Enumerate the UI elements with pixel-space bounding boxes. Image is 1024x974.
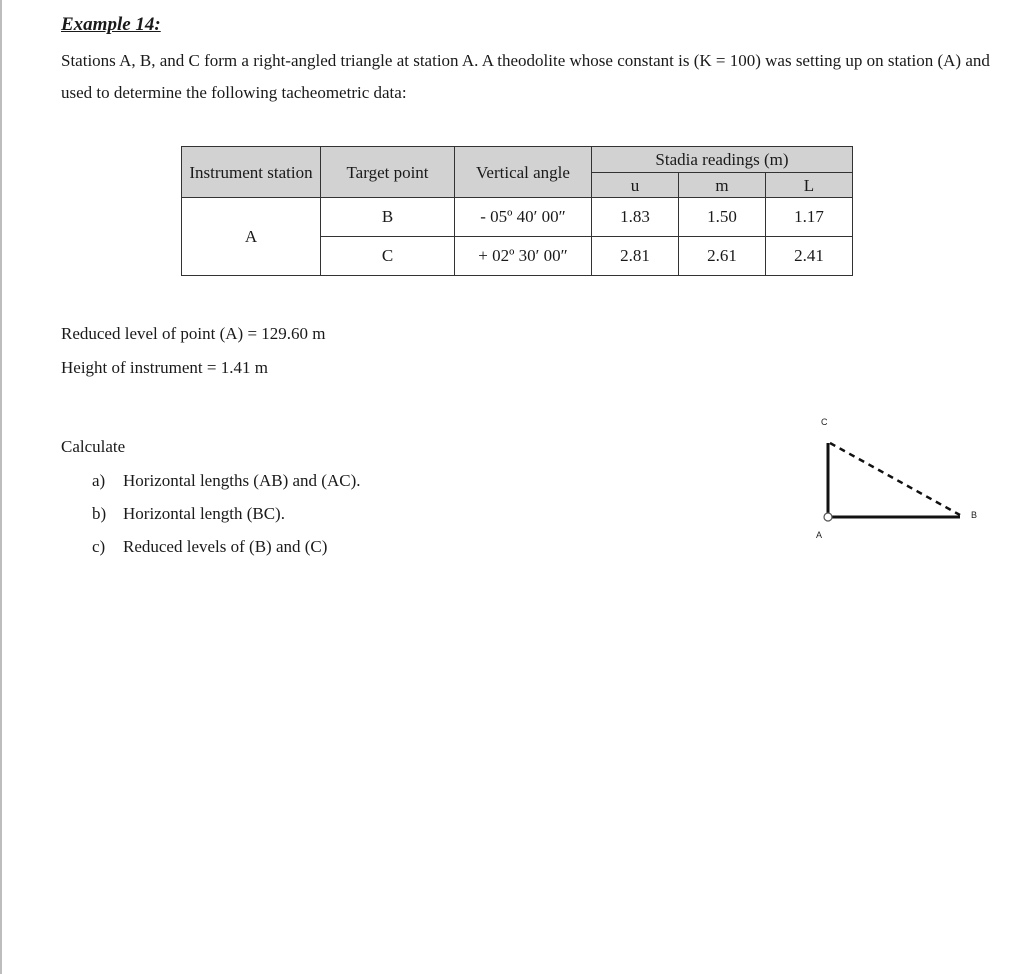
- list-marker: b): [92, 504, 107, 523]
- list-item-text: Reduced levels of (B) and (C): [123, 537, 328, 556]
- list-item: [92, 468, 360, 501]
- list-marker: a): [92, 471, 106, 490]
- header-target-point: Target point: [321, 147, 455, 198]
- cell-angle: + 02º 30′ 00″: [455, 237, 592, 276]
- cell-target: B: [321, 198, 455, 237]
- side-bc-dashed: [830, 443, 960, 515]
- cell-u: 2.81: [592, 237, 679, 276]
- cell-u: 1.83: [592, 198, 679, 237]
- label-b: B: [971, 510, 978, 520]
- problem-statement: Stations A, B, and C form a right-angled triangle at station A. A theodolite whose constant is (K = 100) was setting up on station (A) and used to determine the following tacheometric data:: [61, 51, 990, 102]
- list-item: [92, 534, 360, 567]
- header-vertical-angle: Vertical angle: [455, 147, 592, 198]
- height-instrument-text: Height of instrument = 1.41 m: [61, 358, 268, 377]
- cell-l: 1.17: [766, 198, 853, 237]
- cell-station: A: [182, 198, 321, 276]
- station-a-marker: [824, 513, 832, 521]
- cell-target: C: [321, 237, 455, 276]
- cell-m: 1.50: [679, 198, 766, 237]
- calculate-list: [92, 468, 360, 567]
- reduced-level-text: Reduced level of point (A) = 129.60 m: [61, 324, 326, 343]
- example-title: Example 14:: [61, 14, 161, 35]
- tacheometric-data-table: [181, 146, 853, 276]
- list-item-text: Horizontal length (BC).: [123, 504, 285, 523]
- label-c: C: [821, 417, 828, 427]
- triangle-diagram: [800, 405, 990, 545]
- page-left-border: [0, 0, 2, 974]
- cell-angle: - 05º 40′ 00″: [455, 198, 592, 237]
- list-item: [92, 501, 360, 534]
- header-m: m: [679, 173, 766, 198]
- list-marker: c): [92, 537, 106, 556]
- list-item-text: Horizontal lengths (AB) and (AC).: [123, 471, 361, 490]
- header-instrument-station: Instrument station: [182, 147, 321, 198]
- header-u: u: [592, 173, 679, 198]
- label-a: A: [816, 530, 823, 540]
- header-stadia-readings: Stadia readings (m): [592, 147, 853, 173]
- header-l: L: [766, 173, 853, 198]
- cell-m: 2.61: [679, 237, 766, 276]
- cell-l: 2.41: [766, 237, 853, 276]
- table-row: [182, 198, 853, 237]
- calculate-heading: Calculate: [61, 437, 126, 456]
